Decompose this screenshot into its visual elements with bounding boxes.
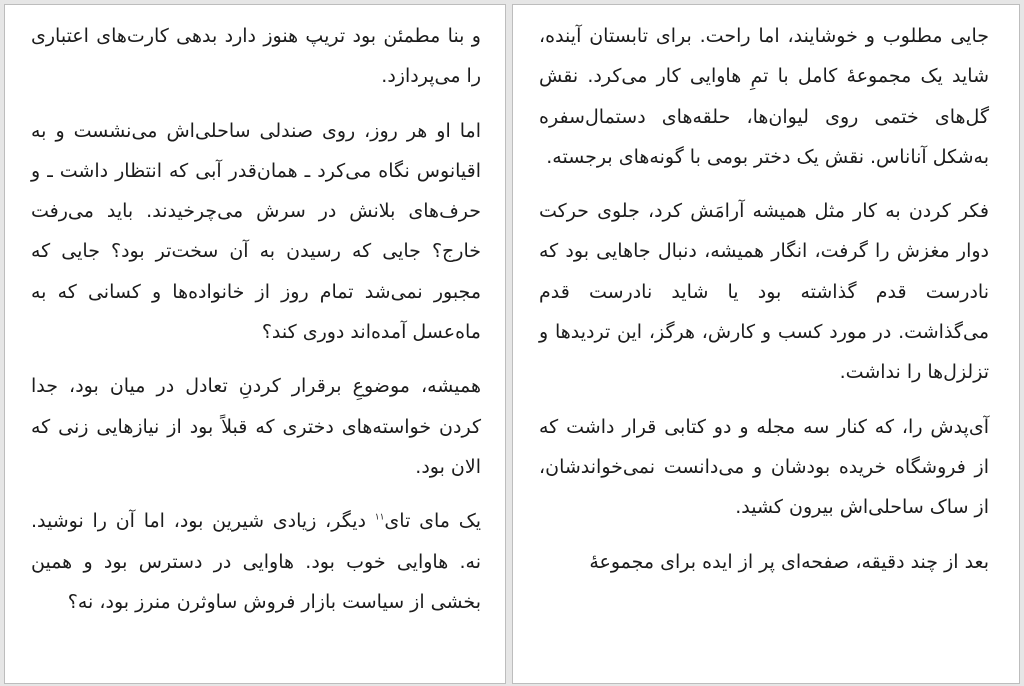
paragraph: فکر کردن به کار مثل همیشه آرامَش کرد، جلوی حرکت دوار مغزش را گرفت، انگار همیشه، دنبال جاهایی بود که نادرست قدم گذاشته بود یا شاید نادرست قدم می‌گذاشت. در مورد کسب و کارش، هرگز، این تردیدها و تزلزل‌ها را نداشت.	[539, 200, 989, 384]
paragraph: و بنا مطمئن بود تریپ هنوز دارد بدهی کارت‌های اعتباری را می‌پردازد.	[31, 25, 481, 88]
right-page-text	[513, 5, 1019, 582]
footnote-marker[interactable]: ۱۱	[374, 512, 385, 523]
left-page	[4, 4, 506, 684]
paragraph: همیشه، موضوعِ برقرار کردنِ تعادل در میان بود، جدا کردن خواسته‌های دختری که قبلاً بود از نیازهایی زنی که الان بود.	[31, 375, 481, 478]
paragraph	[31, 501, 481, 622]
left-page-text	[5, 5, 505, 622]
paragraph: بعد از چند دقیقه، صفحه‌ای پر از ایده برای مجموعهٔ	[589, 550, 989, 573]
right-page	[512, 4, 1020, 684]
paragraph-text: یک مای تای	[384, 510, 481, 533]
paragraph: جایی مطلوب و خوشایند، اما راحت. برای تابستان آینده، شاید یک مجموعهٔ کامل با تمِ هاوایی کار می‌کرد. نقش گل‌های ختمی روی لیوان‌ها، حلقه‌های دستمال‌سفره به‌شکل آناناس. نقش یک دختر بومی با گونه‌های برجسته.	[539, 25, 989, 168]
paragraph: اما او هر روز، روی صندلی ساحلی‌اش می‌نشست و به اقیانوس نگاه می‌کرد ـ همان‌قدر آبی که انتظار داشت ـ و حرف‌های بلانش در سرش می‌چرخیدند. باید می‌رفت خارج؟ جایی که رسیدن به آن سخت‌تر بود؟ جایی که مجبور نمی‌شد تمام روز از خانواده‌ها و کسانی که به ماه‌عسل آمده‌اند دوری کند؟	[31, 119, 481, 344]
paragraph-text: دیگر، زیادی شیرین بود، اما آن را نوشید. نه. هاوایی خوب بود. هاوایی در دسترس بود و همین بخشی از سیاست بازار فروش ساوثرن منرز بود، نه؟	[31, 510, 481, 613]
paragraph: آی‌پدش را، که کنار سه مجله و دو کتابی قرار داشت که از فروشگاه خریده بودشان و می‌دانست نمی‌خواندشان، از ساک ساحلی‌اش بیرون کشید.	[539, 415, 989, 519]
